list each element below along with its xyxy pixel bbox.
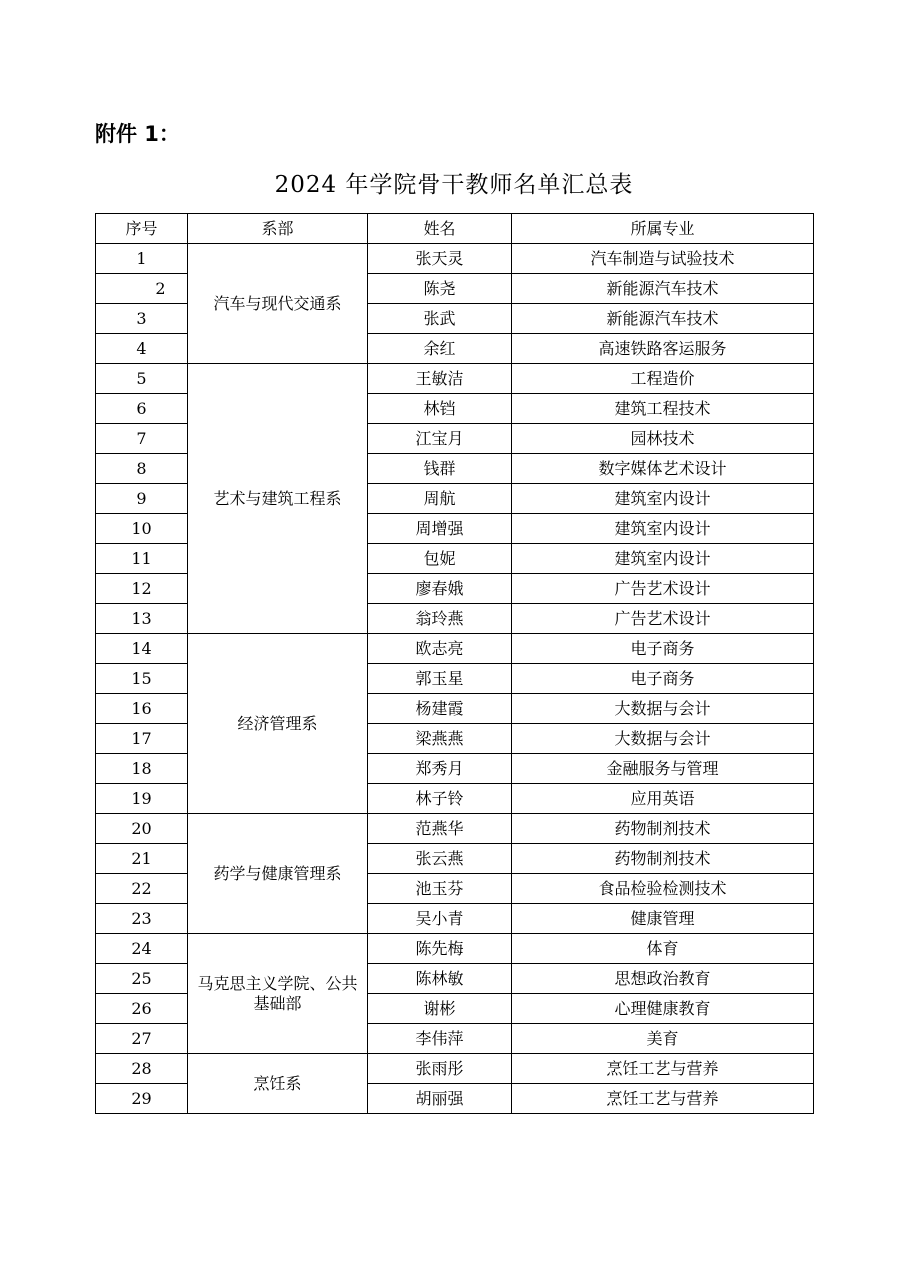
teacher-name: 翁玲燕	[368, 604, 512, 634]
department-cell: 经济管理系	[188, 634, 368, 814]
teacher-name: 胡丽强	[368, 1084, 512, 1114]
header-name: 姓名	[368, 214, 512, 244]
row-index: 20	[96, 814, 188, 844]
row-index: 10	[96, 514, 188, 544]
teacher-name: 梁燕燕	[368, 724, 512, 754]
table-row	[96, 814, 814, 844]
row-index: 19	[96, 784, 188, 814]
row-index: 3	[96, 304, 188, 334]
row-index: 28	[96, 1054, 188, 1084]
row-index: 4	[96, 334, 188, 364]
row-index: 18	[96, 754, 188, 784]
major: 思想政治教育	[512, 964, 814, 994]
row-index: 27	[96, 1024, 188, 1054]
major: 建筑工程技术	[512, 394, 814, 424]
major: 大数据与会计	[512, 694, 814, 724]
row-index: 29	[96, 1084, 188, 1114]
major: 汽车制造与试验技术	[512, 244, 814, 274]
department-cell: 艺术与建筑工程系	[188, 364, 368, 634]
teacher-name: 陈尧	[368, 274, 512, 304]
major: 电子商务	[512, 664, 814, 694]
table-body	[96, 244, 814, 1114]
row-index: 6	[96, 394, 188, 424]
row-index: 26	[96, 994, 188, 1024]
major: 健康管理	[512, 904, 814, 934]
teacher-name: 范燕华	[368, 814, 512, 844]
row-index: 21	[96, 844, 188, 874]
row-index: 8	[96, 454, 188, 484]
major: 药物制剂技术	[512, 814, 814, 844]
teacher-name: 余红	[368, 334, 512, 364]
row-index: 22	[96, 874, 188, 904]
major: 烹饪工艺与营养	[512, 1084, 814, 1114]
row-index: 13	[96, 604, 188, 634]
table-row	[96, 934, 814, 964]
teacher-name: 池玉芬	[368, 874, 512, 904]
row-index: 11	[96, 544, 188, 574]
teacher-name: 周航	[368, 484, 512, 514]
major: 心理健康教育	[512, 994, 814, 1024]
major: 广告艺术设计	[512, 574, 814, 604]
department-cell: 马克思主义学院、公共基础部	[188, 934, 368, 1054]
teacher-name: 江宝月	[368, 424, 512, 454]
row-index: 24	[96, 934, 188, 964]
row-index: 12	[96, 574, 188, 604]
major: 应用英语	[512, 784, 814, 814]
teacher-name: 谢彬	[368, 994, 512, 1024]
major: 新能源汽车技术	[512, 274, 814, 304]
row-index: 9	[96, 484, 188, 514]
major: 建筑室内设计	[512, 544, 814, 574]
major: 高速铁路客运服务	[512, 334, 814, 364]
major: 食品检验检测技术	[512, 874, 814, 904]
teacher-name: 陈先梅	[368, 934, 512, 964]
teacher-name: 杨建霞	[368, 694, 512, 724]
row-index: 1	[96, 244, 188, 274]
row-index: 16	[96, 694, 188, 724]
table-row	[96, 244, 814, 274]
row-index: 7	[96, 424, 188, 454]
table-header-row	[96, 214, 814, 244]
major: 金融服务与管理	[512, 754, 814, 784]
teacher-name: 周增强	[368, 514, 512, 544]
attachment-label: 附件 1：	[95, 122, 180, 146]
teacher-name: 郑秀月	[368, 754, 512, 784]
major: 建筑室内设计	[512, 484, 814, 514]
department-cell: 汽车与现代交通系	[188, 244, 368, 364]
header-index: 序号	[96, 214, 188, 244]
major: 园林技术	[512, 424, 814, 454]
teacher-name: 吴小青	[368, 904, 512, 934]
table-row	[96, 1054, 814, 1084]
teacher-name: 包妮	[368, 544, 512, 574]
department-cell: 烹饪系	[188, 1054, 368, 1114]
major: 体育	[512, 934, 814, 964]
teacher-name: 张雨彤	[368, 1054, 512, 1084]
major: 工程造价	[512, 364, 814, 394]
teacher-name: 张武	[368, 304, 512, 334]
row-index: 25	[96, 964, 188, 994]
major: 电子商务	[512, 634, 814, 664]
major: 广告艺术设计	[512, 604, 814, 634]
teacher-name: 钱群	[368, 454, 512, 484]
header-department: 系部	[188, 214, 368, 244]
teacher-name: 廖春娥	[368, 574, 512, 604]
major: 大数据与会计	[512, 724, 814, 754]
row-index: 2	[96, 274, 188, 304]
teacher-name: 林铛	[368, 394, 512, 424]
teacher-name: 张天灵	[368, 244, 512, 274]
table-row	[96, 634, 814, 664]
major: 药物制剂技术	[512, 844, 814, 874]
major: 新能源汽车技术	[512, 304, 814, 334]
teacher-name: 欧志亮	[368, 634, 512, 664]
teacher-name: 张云燕	[368, 844, 512, 874]
row-index: 23	[96, 904, 188, 934]
teacher-name: 林子铃	[368, 784, 512, 814]
row-index: 14	[96, 634, 188, 664]
major: 烹饪工艺与营养	[512, 1054, 814, 1084]
teacher-name: 王敏洁	[368, 364, 512, 394]
document-title: 2024 年学院骨干教师名单汇总表	[274, 172, 634, 198]
major: 建筑室内设计	[512, 514, 814, 544]
row-index: 17	[96, 724, 188, 754]
row-index: 15	[96, 664, 188, 694]
department-cell: 药学与健康管理系	[188, 814, 368, 934]
teacher-name: 李伟萍	[368, 1024, 512, 1054]
teacher-name: 郭玉星	[368, 664, 512, 694]
teacher-name: 陈林敏	[368, 964, 512, 994]
teacher-list-table	[95, 213, 814, 1114]
major: 美育	[512, 1024, 814, 1054]
table-row	[96, 364, 814, 394]
header-major: 所属专业	[512, 214, 814, 244]
major: 数字媒体艺术设计	[512, 454, 814, 484]
row-index: 5	[96, 364, 188, 394]
